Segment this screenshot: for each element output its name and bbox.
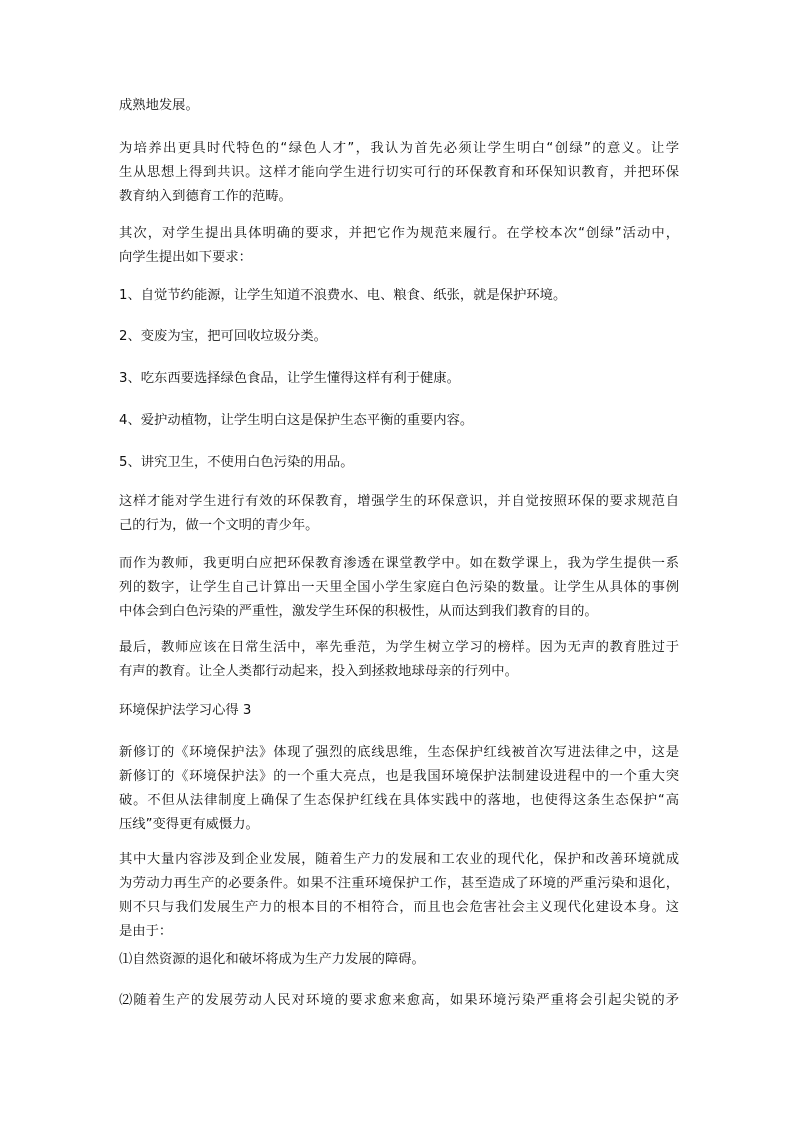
text-line: 压线”变得更有威慑力。 [119,817,259,832]
text-line: 其次，对学生提出具体明确的要求，并把它作为规范来履行。在学校本次“创绿”活动中， [119,226,679,241]
paragraph-effective-education [119,490,679,538]
text-line: 是由于： [119,924,173,939]
paragraph-green-talent [119,137,679,209]
text-line: 为劳动力再生产的必要条件。如果不注重环境保护工作，甚至造成了环境的严重污染和退化， [119,876,679,891]
text-line: 5、讲究卫生，不使用白色污染的用品。 [119,455,354,470]
paragraph-ending [119,94,679,118]
text-line: 破。不但从法律制度上确保了生态保护红线在具体实践中的落地，也使得这条生态保护“高 [119,793,679,808]
list-item-reason-2 [119,989,679,1013]
text-line: 而作为教师，我更明白应把环保教育渗透在课堂教学中。如在数学课上，我为学生提供一系 [119,556,679,571]
requirement-item-3 [119,367,679,391]
text-line: 教育纳入到德育工作的范畴。 [119,189,292,204]
text-line: 3、吃东西要选择绿色食品，让学生懂得这样有利于健康。 [119,371,460,386]
section-heading-text: 环境保护法学习心得 3 [119,703,252,718]
text-line: ⑴自然资源的退化和破坏将成为生产力发展的障碍。 [119,952,425,967]
text-line: 向学生提出如下要求： [119,250,252,265]
text-line: 4、爱护动植物，让学生明白这是保护生态平衡的重要内容。 [119,413,474,428]
requirement-item-2 [119,325,679,349]
text-line: 列的数字，让学生自己计算出一天里全国小学生家庭白色污染的数量。让学生从具体的事例 [119,580,679,595]
text-line: 新修订的《环境保护法》的一个重大亮点，也是我国环境保护法制建设进程中的一个重大突 [119,769,679,784]
text-line: 成熟地发展。 [119,98,199,113]
paragraph-enterprise-development [119,848,679,944]
text-line: 新修订的《环境保护法》体现了强烈的底线思维，生态保护红线被首次写进法律之中，这是 [119,745,679,760]
requirement-item-1 [119,284,679,308]
paragraph-teacher-example [119,636,679,684]
text-line: 则不只与我们发展生产力的根本目的不相符合，而且也会危害社会主义现代化建设本身。这 [119,900,679,915]
paragraph-requirements-intro [119,222,679,270]
text-line: 己的行为，做一个文明的青少年。 [119,518,319,533]
text-line: 2、变废为宝，把可回收垃圾分类。 [119,329,327,344]
text-line: ⑵随着生产的发展劳动人民对环境的要求愈来愈高，如果环境污染严重将会引起尖锐的矛 [119,993,679,1008]
list-item-reason-1 [119,948,679,972]
requirement-item-4 [119,409,679,433]
paragraph-ecological-redline [119,741,679,837]
paragraph-teacher-classroom [119,552,679,624]
text-line: 生从思想上得到共识。这样才能向学生进行切实可行的环保教育和环保知识教育，并把环保 [119,165,679,180]
text-line: 有声的教育。让全人类都行动起来，投入到拯救地球母亲的行列中。 [119,664,518,679]
section-heading [119,699,679,723]
text-line: 中体会到白色污染的严重性，激发学生环保的积极性，从而达到我们教育的目的。 [119,604,598,619]
text-line: 为培养出更具时代特色的“绿色人才”，我认为首先必须让学生明白“创绿”的意义。让学 [119,141,679,156]
text-line: 1、自觉节约能源，让学生知道不浪费水、电、粮食、纸张，就是保护环境。 [119,288,567,303]
text-line: 其中大量内容涉及到企业发展，随着生产力的发展和工农业的现代化，保护和改善环境就成 [119,852,679,867]
text-line: 最后，教师应该在日常生活中，率先垂范，为学生树立学习的榜样。因为无声的教育胜过于 [119,640,679,655]
text-line: 这样才能对学生进行有效的环保教育，增强学生的环保意识，并自觉按照环保的要求规范自 [119,494,679,509]
requirement-item-5 [119,451,679,475]
